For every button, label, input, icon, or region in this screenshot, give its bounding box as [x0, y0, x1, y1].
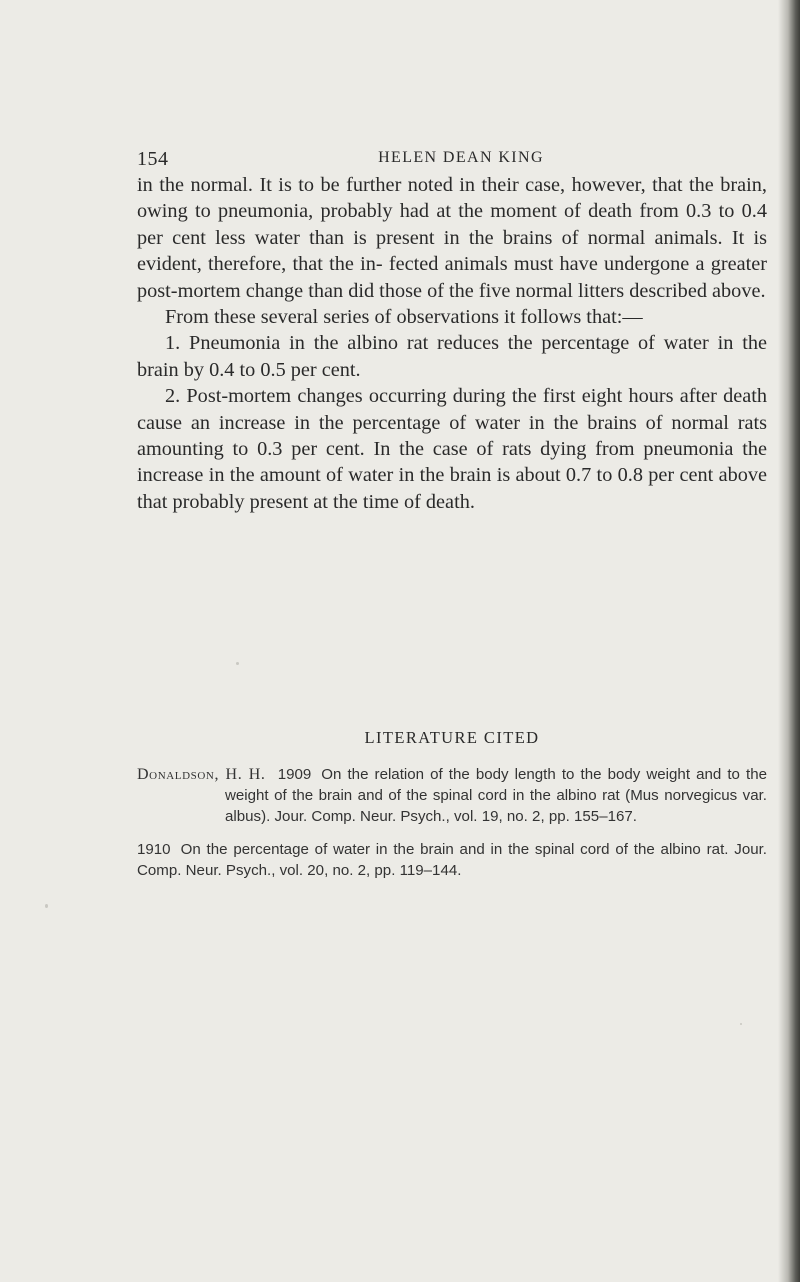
reference-text: On the percentage of water in the brain and in the spinal cord of the albino rat. Jour. Comp. Neur. Psych., vol. 20, no. 2, pp. 119–144.	[137, 841, 767, 880]
reference-year: 1910	[137, 841, 171, 859]
page-number: 154	[137, 148, 169, 170]
paragraph: in the normal. It is to be further noted in their case, however, that the brain, owing to pneumonia, probably had at the moment of death from 0.3 to 0.4 per cent less water than is present in the brains of normal animals. It is evident, therefore, that the in- fected animals must have undergone a greater post-mortem change than did those of the five normal litters described above.	[137, 174, 767, 302]
reference-list	[137, 765, 767, 882]
conclusion-item-2: 2. Post-mortem changes occurring during the first eight hours after death cause an increase in the percentage of water in the brains of normal rats amounting to 0.3 per cent. In the case of rats dying from pneumonia the increase in the amount of water in the brain is about 0.7 to 0.8 per cent above that probably present at the time of death.	[137, 385, 767, 513]
reference-text: On the relation of the body length to the body weight and to the weight of the brain and of the spinal cord in the albino rat (Mus norvegicus var. albus). Jour. Comp. Neur. Psych., vol. 19, no. 2, pp. 155–167.	[225, 766, 767, 825]
reference-year: 1909	[277, 766, 312, 783]
page-edge-shadow	[778, 0, 800, 1282]
conclusion-item-1: 1. Pneumonia in the albino rat reduces the percentage of water in the brain by 0.4 to 0.5 per cent.	[137, 332, 767, 381]
body-text	[137, 172, 767, 515]
speck	[45, 904, 48, 908]
speck	[236, 662, 239, 665]
running-head: HELEN DEAN KING	[378, 149, 544, 166]
page-header	[137, 148, 769, 172]
reference-entry	[137, 840, 767, 882]
paragraph: From these several series of observations it follows that:—	[165, 306, 643, 329]
reference-entry	[137, 765, 767, 827]
speck	[740, 1023, 742, 1025]
literature-cited-heading: LITERATURE CITED	[364, 728, 540, 747]
reference-author: Donaldson, H. H.	[137, 766, 266, 783]
